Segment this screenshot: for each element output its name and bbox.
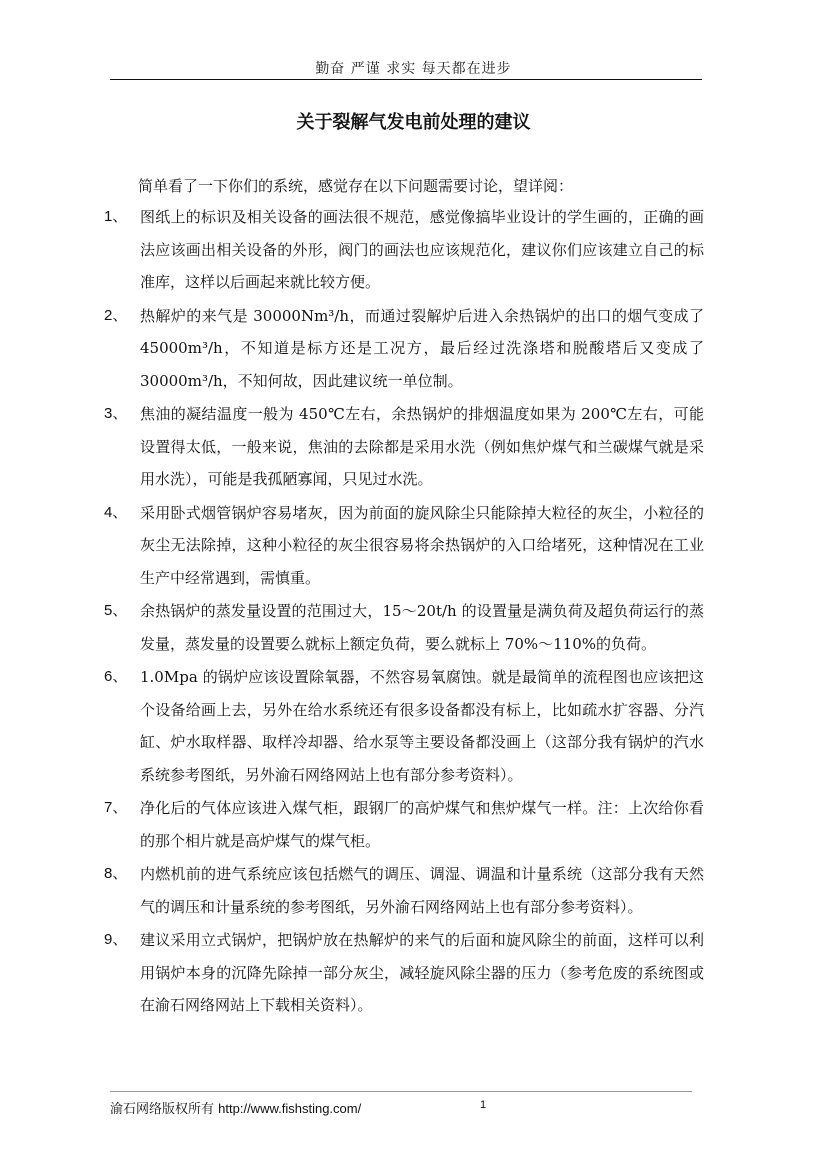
item-text: 内燃机前的进气系统应该包括燃气的调压、调湿、调温和计量系统（这部分我有天然气的调压和计量系统的参考图纸，另外渝石网络网站上也有部分参考资料）。	[140, 865, 704, 916]
item-text: 1.0Mpa 的锅炉应该设置除氧器，不然容易氧腐蚀。就是最简单的流程图也应该把这个设备给画上去，另外在给水系统还有很多设备都没有标上，比如疏水扩容器、分汽缸、炉水取样器、取样冷却器、给水泵等主要设备都没画上（这部分我有锅炉的汽水系统参考图纸，另外渝石网络网站上也有部分参考资料）。	[140, 668, 704, 784]
item-number: 6、	[104, 668, 128, 685]
item-text: 焦油的凝结温度一般为 450℃左右，余热锅炉的排烟温度如果为 200℃左右，可能设置得太低，一般来说，焦油的去除都是采用水洗（例如焦炉煤气和兰碳煤气就是采用水洗），可能是我孤陋寡闻，只见过水洗。	[140, 405, 704, 488]
list-item	[104, 398, 704, 496]
item-number: 2、	[104, 306, 128, 324]
list-item	[104, 300, 704, 398]
item-number: 8、	[104, 865, 128, 882]
item-text: 净化后的气体应该进入煤气柜，跟钢厂的高炉煤气和焦炉煤气一样。注：上次给你看的那个相片就是高炉煤气的煤气柜。	[140, 799, 704, 850]
page-header-motto: 勤奋 严谨 求实 每天都在进步	[315, 61, 512, 77]
item-text: 图纸上的标识及相关设备的画法很不规范，感觉像搞毕业设计的学生画的，正确的画法应该画出相关设备的外形，阀门的画法也应该规范化，建议你们应该建立自己的标准库，这样以后画起来就比较方便。	[140, 208, 704, 291]
intro-paragraph: 简单看了一下你们的系统，感觉存在以下问题需要讨论，望详阅：	[138, 177, 574, 195]
item-text: 热解炉的来气是 30000Nm³/h，而通过裂解炉后进入余热锅炉的出口的烟气变成了 45000m³/h，不知道是标方还是工况方，最后经过洗涤塔和脱酸塔后又变成了 30000m³/h，不知何故，因此建议统一单位制。	[140, 306, 704, 390]
list-item	[104, 858, 704, 923]
item-text: 采用卧式烟管锅炉容易堵灰，因为前面的旋风除尘只能除掉大粒径的灰尘，小粒径的灰尘无法除掉，这种小粒径的灰尘很容易将余热锅炉的入口给堵死，这种情况在工业生产中经常遇到，需慎重。	[140, 503, 704, 587]
list-item	[104, 661, 704, 791]
item-text: 余热锅炉的蒸发量设置的范围过大，15～20t/h 的设置量是满负荷及超负荷运行的蒸发量，蒸发量的设置要么就标上额定负荷，要么就标上 70%～110%的负荷。	[140, 602, 704, 653]
item-text: 建议采用立式锅炉，把锅炉放在热解炉的来气的后面和旋风除尘的前面，这样可以利用锅炉本身的沉降先除掉一部分灰尘，减轻旋风除尘器的压力（参考危废的系统图或在渝石网络网站上下载相关资料）。	[140, 931, 704, 1014]
list-item	[104, 924, 704, 1022]
item-number: 7、	[104, 799, 128, 816]
footer-copyright-line	[110, 1098, 361, 1117]
page-number: 1	[480, 1099, 487, 1111]
item-number: 9、	[104, 931, 128, 948]
item-number: 5、	[104, 602, 128, 619]
footer-divider	[110, 1091, 692, 1092]
item-number: 1、	[104, 208, 128, 225]
item-number: 4、	[104, 503, 128, 521]
suggestion-list	[104, 201, 704, 1023]
item-number: 3、	[104, 405, 128, 422]
list-item	[104, 497, 704, 595]
list-item	[104, 792, 704, 857]
list-item	[104, 595, 704, 660]
header-divider	[110, 79, 702, 80]
list-item	[104, 201, 704, 299]
footer-copyright: 渝石网络版权所有	[110, 1102, 215, 1117]
footer-url-link[interactable]: http://www.fishsting.com/	[218, 1101, 362, 1116]
document-title: 关于裂解气发电前处理的建议	[296, 112, 531, 133]
